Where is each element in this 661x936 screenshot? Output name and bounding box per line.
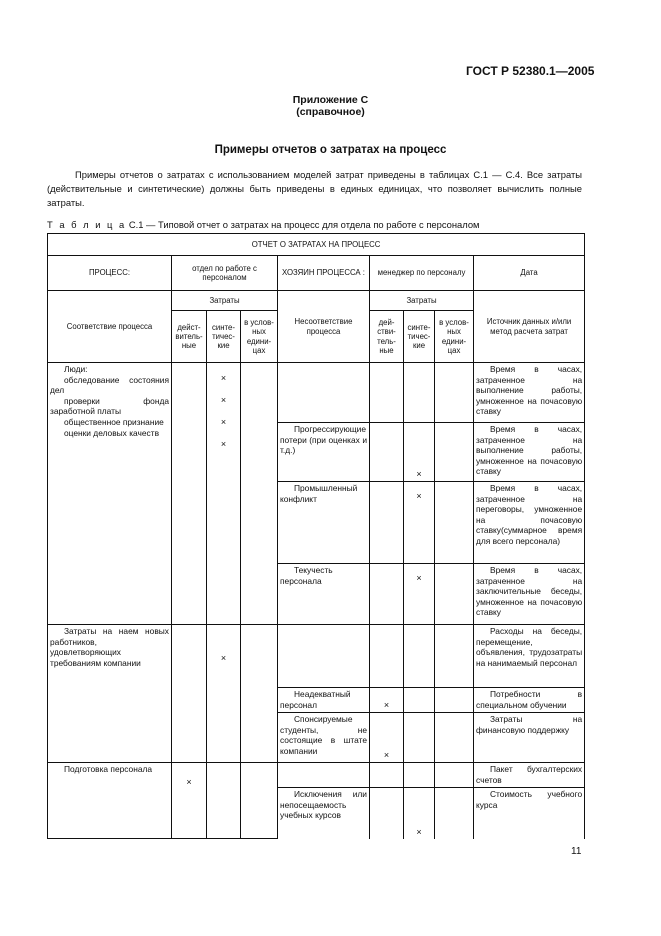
cost-mark-cell (370, 713, 404, 763)
costs-header-left: Затраты (172, 291, 278, 311)
appendix-title: Приложение С (292, 94, 369, 106)
actual-costs-right: дей- стви-тель-ные (370, 311, 404, 363)
nonmatch-course-exclusions: Исключения или непосещаемость учебных курсов (278, 788, 370, 839)
cost-mark-cell (404, 423, 435, 482)
empty-cell (435, 713, 474, 763)
cost-mark: × (416, 469, 422, 479)
cost-mark-cell (404, 564, 435, 625)
empty-cell (435, 763, 474, 788)
department-value: отдел по работе с персоналом (172, 256, 278, 291)
nonmatch-inadequate-staff: Неадекватный персонал (278, 688, 370, 713)
cost-mark-cell (207, 625, 241, 763)
date-label: Дата (474, 256, 585, 291)
empty-cell (370, 625, 404, 688)
people-synthetic-cell (207, 363, 241, 625)
empty-cell (370, 363, 404, 423)
source-cell: Время в часах, затраченное на переговоры, умноженное на почасовую ставку(суммарное время для всего персонала) (474, 482, 585, 564)
source-cell: Стоимость учебного курса (474, 788, 585, 839)
empty-cell (404, 625, 435, 688)
empty-cell (404, 763, 435, 788)
nonmatch-progressive-losses: Прогрессирующие потери (при оценках и т.д.) (278, 423, 370, 482)
nonmatch-empty-cell (278, 625, 370, 688)
people-item-payroll: проверки фонда заработной платы (50, 395, 169, 417)
empty-cell (207, 763, 241, 839)
empty-cell (435, 423, 474, 482)
empty-cell (404, 363, 435, 423)
source-cell: Время в часах, затраченное на заключительные беседы, умноженное на почасовую ставку (474, 564, 585, 625)
training-cell: Подготовка персонала (48, 763, 172, 839)
people-title: Люди: (64, 364, 88, 374)
cost-mark: × (220, 653, 227, 663)
nonmatch-sponsored-students: Спонсируемые студенты, не состоящие в штате компании (278, 713, 370, 763)
cost-mark-cell (404, 482, 435, 564)
match-header: Соответствие процесса (48, 291, 172, 363)
process-label: ПРОЦЕСС: (48, 256, 172, 291)
source-header: Источник данных и/или метод расчета затрат (474, 291, 585, 363)
empty-cell (435, 564, 474, 625)
empty-cell (370, 423, 404, 482)
source-cell: Расходы на беседы, перемещение, объявления, трудозатраты на нанимаемый персонал (474, 625, 585, 688)
cost-mark: × (186, 777, 192, 787)
people-item-recognition: общественное признание (64, 416, 164, 427)
page-number: 11 (571, 846, 582, 857)
table-caption (47, 219, 479, 230)
people-actual-cell (172, 363, 207, 625)
people-match-cell (48, 363, 172, 625)
unit-costs-right: в услов-ных едини-цах (435, 311, 474, 363)
cost-mark-cell (172, 763, 207, 839)
empty-cell (370, 564, 404, 625)
empty-cell (435, 482, 474, 564)
cost-mark: × (416, 826, 422, 837)
empty-cell (370, 788, 404, 839)
source-cell: Затраты на финансовую поддержку (474, 713, 585, 763)
cost-report-table (47, 233, 585, 839)
people-units-cell (241, 363, 278, 625)
empty-cell (435, 688, 474, 713)
cost-mark-cell (404, 788, 435, 839)
cost-mark: × (383, 700, 390, 710)
nonmatch-empty-cell (278, 763, 370, 788)
report-header: ОТЧЕТ О ЗАТРАТАХ НА ПРОЦЕСС (48, 234, 585, 256)
table-caption-label: Т а б л и ц а (47, 219, 127, 230)
costs-header-right: Затраты (370, 291, 474, 311)
cost-mark: × (416, 491, 422, 501)
standard-code: ГОСТ Р 52380.1—2005 (466, 64, 595, 78)
cost-mark: × (220, 373, 227, 383)
empty-cell (172, 625, 207, 763)
empty-cell (370, 763, 404, 788)
empty-cell (435, 788, 474, 839)
cost-mark: × (220, 439, 227, 449)
source-cell: Пакет бухгалтерских счетов (474, 763, 585, 788)
unit-costs-left: в услов-ных едини-цах (241, 311, 278, 363)
cost-mark: × (416, 573, 422, 583)
nonmatch-header: Несоответствие процесса (278, 291, 370, 363)
manager-value: менеджер по персоналу (370, 256, 474, 291)
cost-mark: × (383, 750, 390, 760)
empty-cell (435, 625, 474, 688)
empty-cell (404, 713, 435, 763)
empty-cell (435, 363, 474, 423)
cost-mark: × (220, 395, 227, 405)
section-title: Примеры отчетов о затратах на процесс (214, 144, 447, 156)
cost-mark-cell (370, 688, 404, 713)
empty-cell (241, 763, 278, 839)
empty-cell (404, 688, 435, 713)
nonmatch-empty-cell (278, 363, 370, 423)
cost-mark: × (220, 417, 227, 427)
synthetic-costs-left: синте-тичес-кие (207, 311, 241, 363)
people-item-survey: обследование состояния дел (50, 374, 169, 396)
intro-paragraph: Примеры отчетов о затратах с использованием моделей затрат приведены в таблицах С.1 — С.4. Все затраты (действительные и синтетические) должны быть приведены в единых единицах, что позволяет вычислить полные затраты. (47, 169, 582, 208)
nonmatch-staff-turnover: Текучесть персонала (278, 564, 370, 625)
appendix-note: (справочное) (296, 106, 365, 118)
source-cell: Время в часах, затраченное на выполнение работы, умноженное на почасовую ставку (474, 363, 585, 423)
table-caption-text: С.1 — Типовой отчет о затратах на процесс для отдела по работе с персоналом (126, 219, 480, 230)
synthetic-costs-right: синте-тичес-кие (404, 311, 435, 363)
owner-label: ХОЗЯИН ПРОЦЕССА : (278, 256, 370, 291)
hiring-costs-cell: Затраты на наем новых работников, удовлетворяющих требованиям компании (48, 625, 172, 763)
nonmatch-industrial-conflict: Промышленный конфликт (278, 482, 370, 564)
source-cell: Время в часах, затраченное на выполнение работы, умноженное на почасовую ставку (474, 423, 585, 482)
source-cell: Потребности в специальном обучении (474, 688, 585, 713)
appendix-heading (0, 94, 661, 118)
empty-cell (370, 482, 404, 564)
people-item-appraisal: оценки деловых качеств (64, 427, 160, 438)
actual-costs-left: дейст-витель-ные (172, 311, 207, 363)
empty-cell (241, 625, 278, 763)
